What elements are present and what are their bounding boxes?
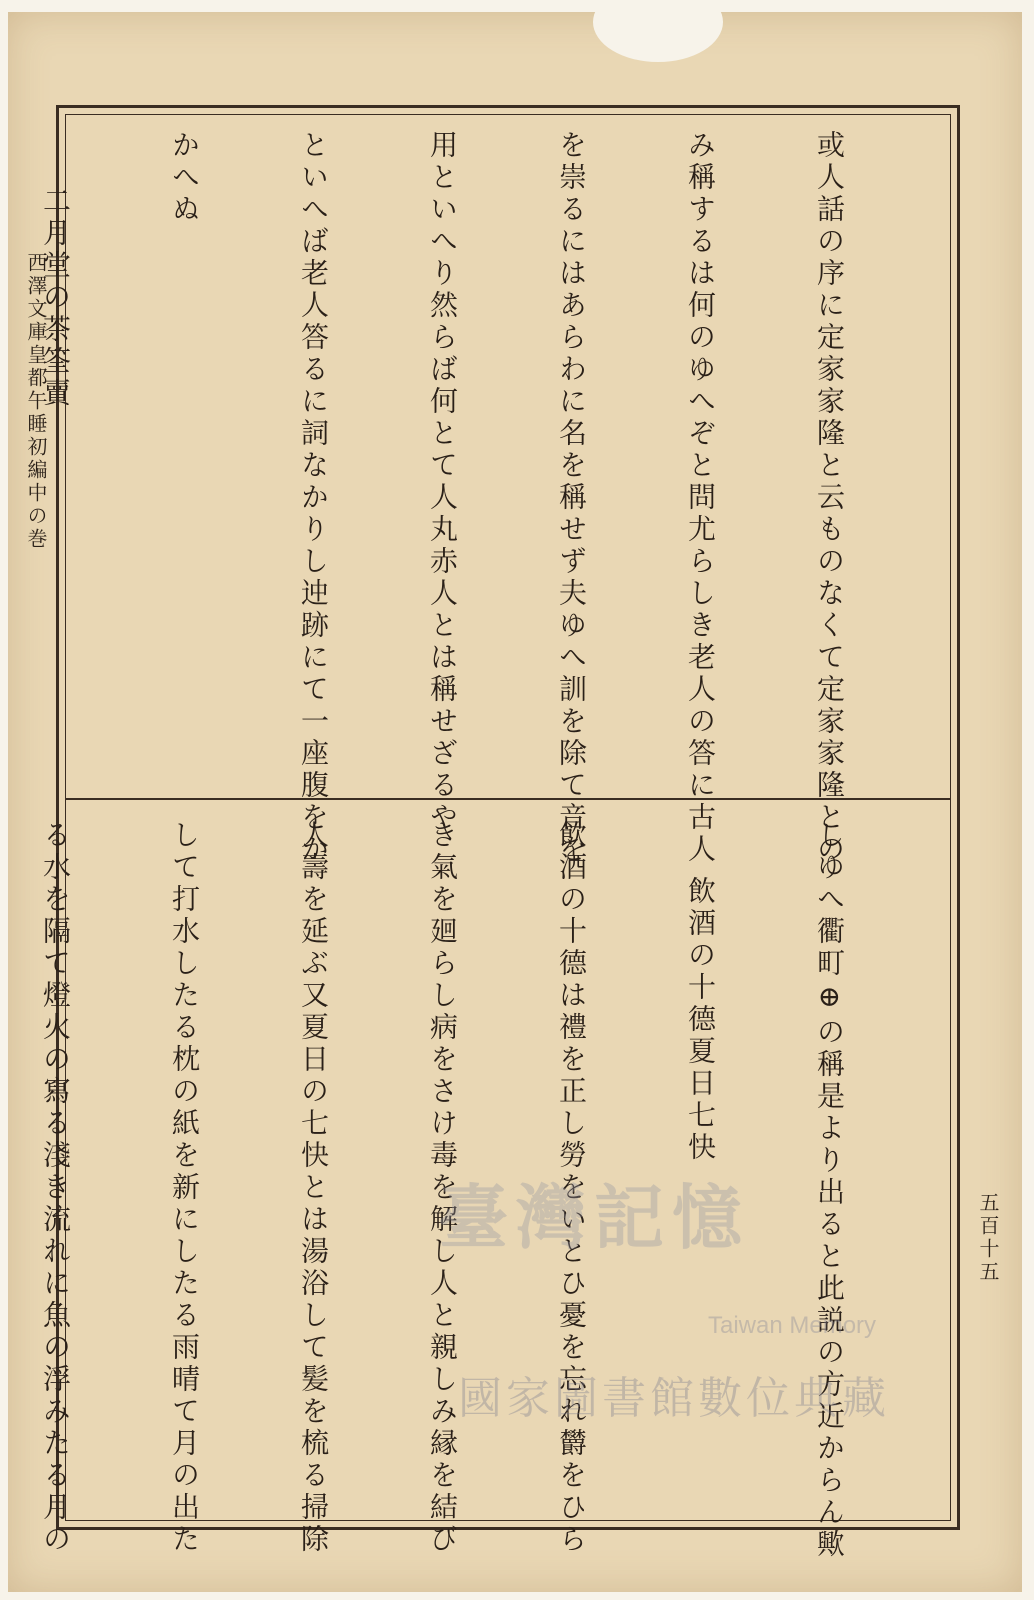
- page-notch: [593, 0, 723, 62]
- text-column: かへぬ: [168, 130, 201, 226]
- bottom-section: [0, 820, 937, 1561]
- top-section: [0, 130, 937, 866]
- text-frame: [39, 105, 960, 1561]
- watermark-logo: 臺灣記憶: [438, 1176, 750, 1259]
- page-number: 五百十五: [976, 1192, 1000, 1284]
- section-heading: 二月堂の茶筌賣: [39, 186, 72, 410]
- watermark-english: Taiwan Memory: [708, 1312, 877, 1339]
- text-column: み稱するは何のゆへぞと問尤らしき老人の答に古人: [684, 130, 717, 866]
- text-column: る水を隔て燈火の寫る淺き流れに魚の浮みたる月の: [39, 820, 72, 1556]
- text-column: 人壽を延ぶ又夏日の七快とは湯浴して髪を梳る掃除: [297, 820, 330, 1556]
- section-heading: 飲酒の十德夏日七快: [684, 876, 717, 1164]
- text-column: 用といへり然らば何とて人丸赤人とは稱せざるや: [426, 130, 459, 834]
- watermark-subtitle: 國家圖書館數位典藏: [458, 1373, 890, 1424]
- text-column: 或人話の序に定家家隆と云ものなくて定家家隆との: [813, 130, 846, 866]
- text-column: しゆへ衢町⊕の稱是より出ると此説の方近からん歟: [813, 820, 846, 1561]
- text-column: を崇るにはあらわに名を稱せず夫ゆへ訓を除て音を: [555, 130, 588, 866]
- text-column: して打水したる枕の紙を新にしたる雨晴て月の出た: [168, 820, 201, 1556]
- text-column: といへば老人答るに詞なかりし迚跡にて一座腹をか: [297, 130, 330, 866]
- paper-page: [8, 12, 1022, 1592]
- margin-title: 西澤文庫皇都午睡初編中の巻: [24, 252, 48, 551]
- text-column: 飲酒の十德は禮を正し勞をいとひ憂を忘れ欝をひら: [555, 820, 588, 1556]
- text-column: き氣を廻らし病をさけ毒を解し人と親しみ縁を結び: [426, 820, 459, 1556]
